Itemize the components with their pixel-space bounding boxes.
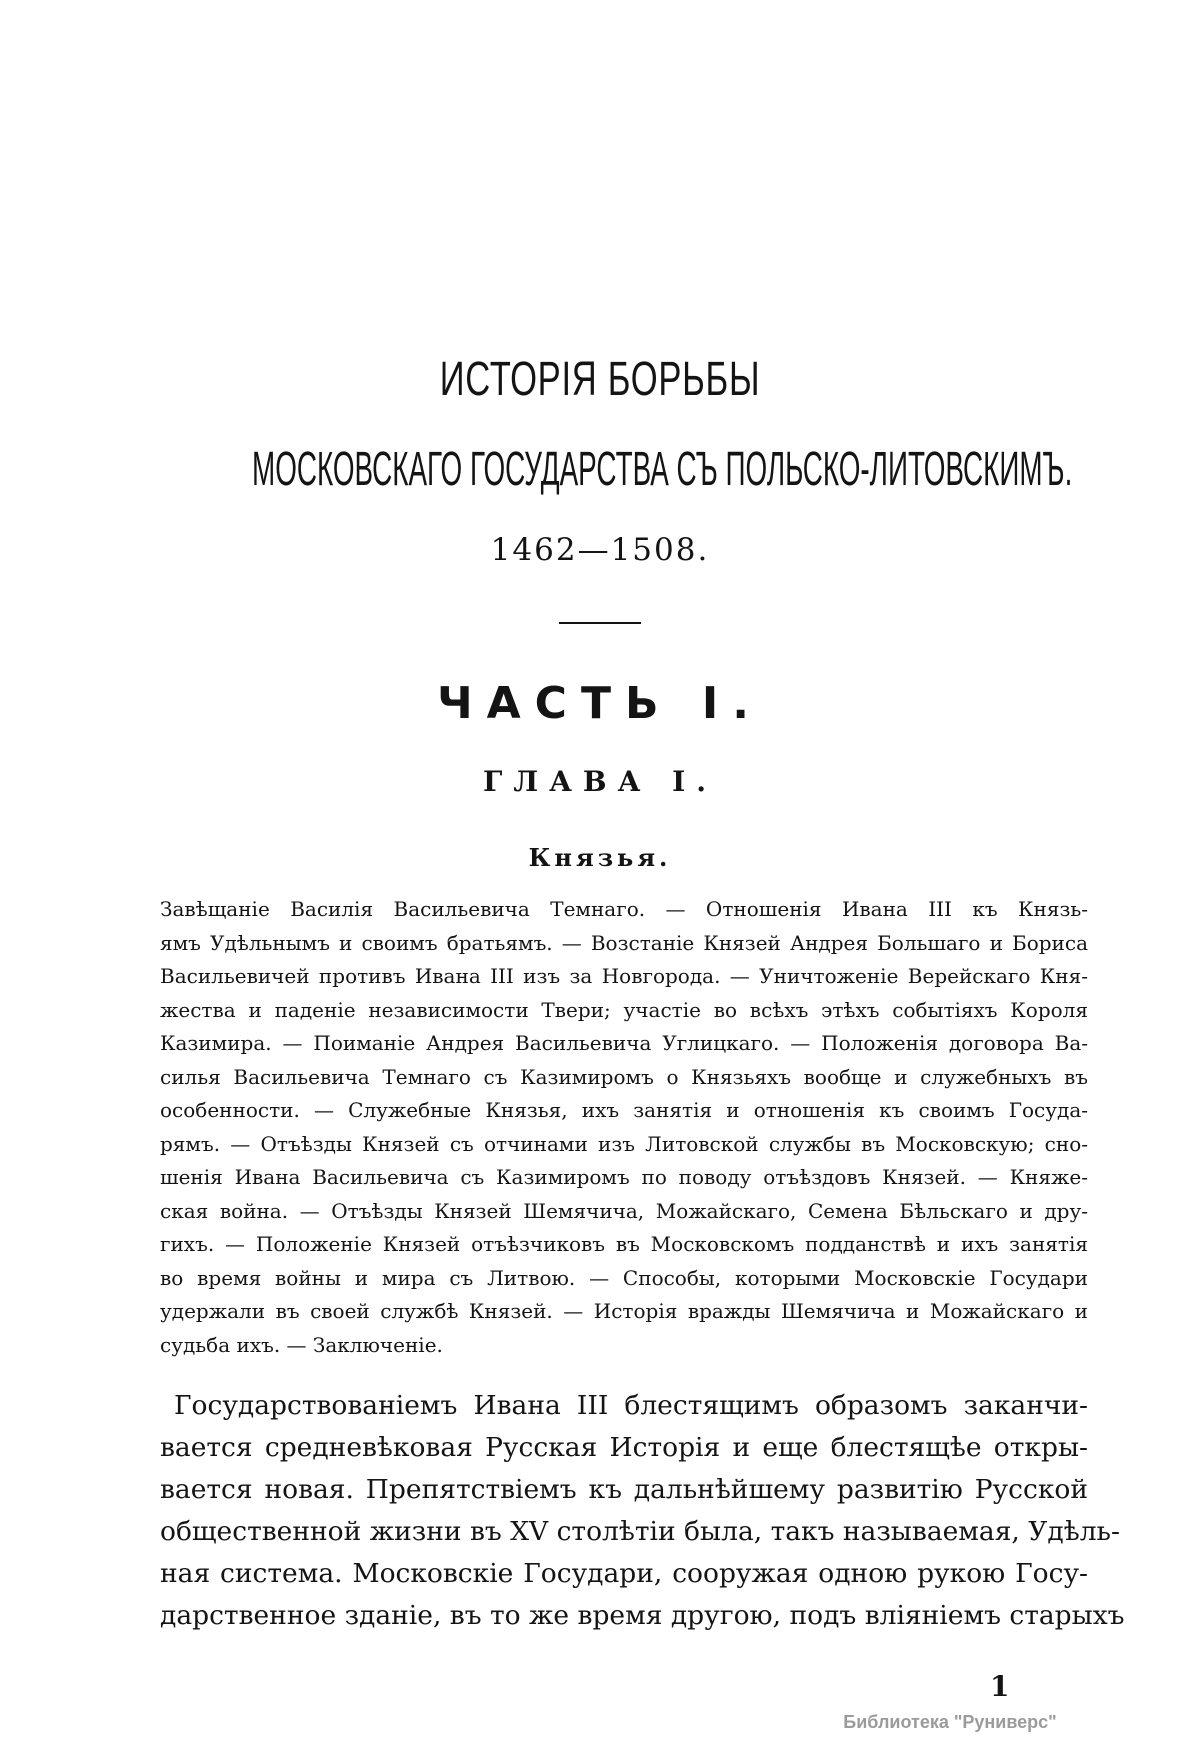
body-line: ная система. Московскіе Государи, сооружая одною рукою Госу- xyxy=(160,1558,1088,1589)
body-paragraph xyxy=(160,1385,1125,1637)
body-line: вается средневѣковая Русская Исторія и еще блестящѣе откры- xyxy=(160,1432,1088,1463)
summary-line: Васильевичей противъ Ивана III изъ за Новгорода. — Уничтоженіе Верейскаго Кня- xyxy=(160,964,1088,988)
summary-line: во время войны и мира съ Литвою. — Способы, которыми Московскіе Государи xyxy=(160,1265,1088,1290)
title-years: 1462—1508. xyxy=(490,532,710,568)
summary-line: рямъ. — Отъѣзды Князей съ отчинами изъ Литовской службы въ Московскую; сно- xyxy=(160,1131,1088,1156)
summary-line: Казимира. — Поиманіе Андрея Васильевича Углицкаго. — Положенія договора Ва- xyxy=(160,1031,1088,1055)
summary-line: жества и паденіе независимости Твери; участіе во всѣхъ этѣхъ событіяхъ Короля xyxy=(160,997,1088,1022)
chapter-summary xyxy=(160,893,1088,1362)
summary-line: гихъ. — Положеніе Князей отъѣзчиковъ въ Московскомъ подданствѣ и ихъ занятія xyxy=(160,1232,1088,1256)
title-line-1: ИСТОРІЯ БОРЬБЫ xyxy=(439,353,761,406)
body-line: дарственное зданіе, въ то же время другою, подъ вліяніемъ старыхъ xyxy=(160,1600,1125,1631)
summary-line: удержали въ своей службѣ Князей. — Исторія вражды Шемячича и Можайскаго и xyxy=(160,1299,1088,1323)
summary-line: судьба ихъ. — Заключеніе. xyxy=(160,1332,443,1357)
part-heading: ЧАСТЬ I. xyxy=(437,678,763,729)
title-line-2: МОСКОВСКАГО ГОСУДАРСТВА СЪ ПОЛЬСКО-ЛИТОВСКИМЪ. xyxy=(252,443,1073,496)
summary-line: ская война. — Отъѣзды Князей Шемячича, Можайскаго, Семена Бѣльскаго и дру- xyxy=(160,1198,1088,1223)
body-line: Государствованіемъ Ивана III блестящимъ образомъ заканчи- xyxy=(174,1390,1088,1421)
section-title: Князья. xyxy=(528,843,672,872)
summary-line: ямъ Удѣльнымъ и своимъ братьямъ. — Возстаніе Князей Андрея Большаго и Бориса xyxy=(160,930,1088,955)
body-line: вается новая. Препятствіемъ къ дальнѣйшему развитію Русской xyxy=(160,1474,1088,1505)
chapter-heading: ГЛАВА I. xyxy=(483,765,717,798)
summary-line: шенія Ивана Васильевича съ Казимиромъ по поводу отъѣздовъ Князей. — Княже- xyxy=(160,1165,1088,1189)
body-line: общественной жизни въ XV столѣтіи была, такъ называемая, Удѣль- xyxy=(160,1516,1120,1547)
library-watermark: Библиотека "Руниверс" xyxy=(843,1712,1057,1732)
title-divider xyxy=(559,622,641,624)
summary-line: особенности. — Служебные Князья, ихъ занятія и отношенія къ своимъ Госуда- xyxy=(160,1098,1088,1122)
page-number: 1 xyxy=(990,1670,1010,1703)
summary-line: силья Васильевича Темнаго съ Казимиромъ о Князьяхъ вообще и служебныхъ въ xyxy=(160,1064,1088,1089)
summary-line: Завѣщаніе Василія Васильевича Темнаго. — Отношенія Ивана III къ Князь- xyxy=(160,897,1088,921)
